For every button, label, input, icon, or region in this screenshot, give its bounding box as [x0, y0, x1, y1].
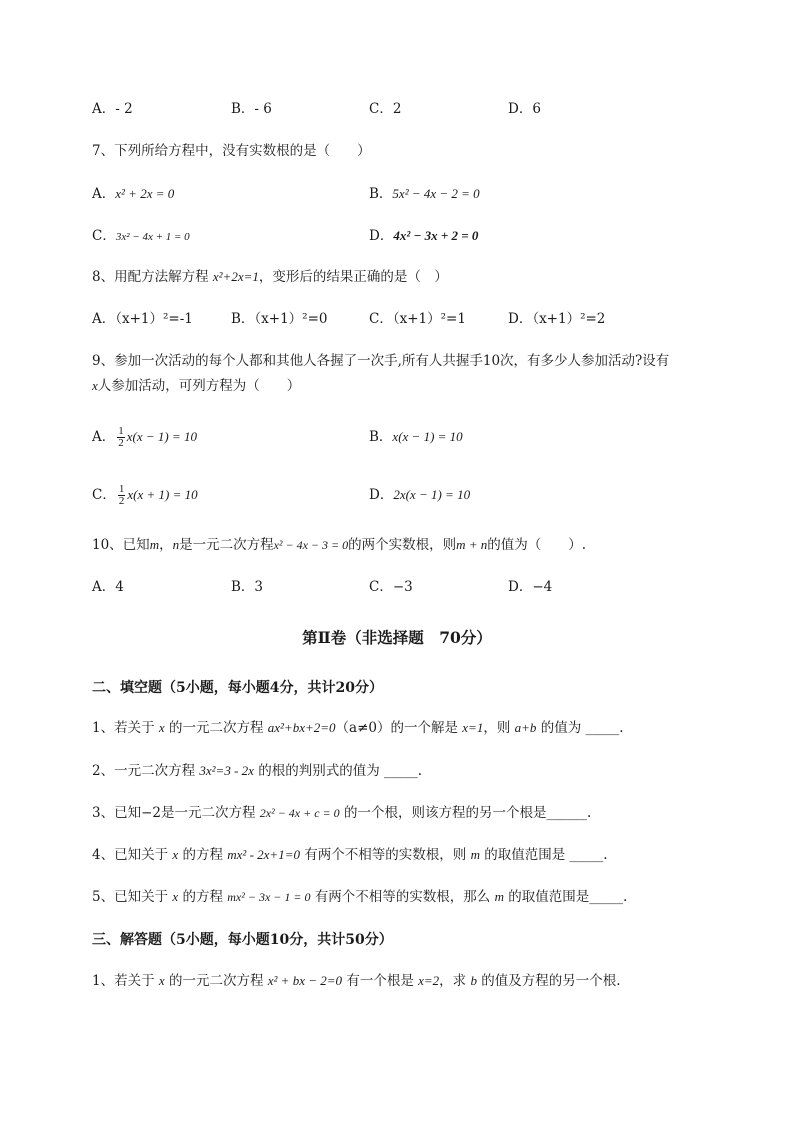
- fill1-root: x=1: [462, 720, 484, 735]
- q9-a-math: x(x − 1) = 10: [126, 429, 197, 444]
- fill-item-1: [92, 718, 624, 738]
- q7-option-d: [369, 226, 478, 246]
- q9-b-label: B．: [369, 429, 393, 445]
- fill5-tail: 的取值范围是_____.: [503, 889, 628, 905]
- section-2-title: 第Ⅱ卷（非选择题 70分）: [302, 628, 492, 647]
- q9-option-b: [369, 422, 463, 452]
- fill4-eq: mx² - 2x+1=0: [227, 847, 300, 862]
- q9-a-frac-den: 2: [118, 437, 124, 449]
- q7-a-math: x² + 2x = 0: [115, 186, 175, 201]
- q7-a-label: A．: [92, 186, 116, 202]
- q10-expr: m + n: [456, 537, 488, 552]
- q9-stem-line2: [92, 376, 300, 396]
- q10-var-m: m: [149, 537, 160, 552]
- q10-post2: 的值为（ ）.: [487, 537, 587, 553]
- fill1-mid: 的一元二次方程: [164, 720, 268, 736]
- fill3-tail: 的一个根，则该方程的另一个根是______.: [339, 805, 592, 821]
- fill-item-5: [92, 887, 627, 907]
- fill5-eq: mx² − 3x − 1 = 0: [227, 890, 311, 904]
- fill1-cond: （a≠0）的一个解是: [335, 720, 463, 736]
- q9-a-fraction: [117, 426, 125, 449]
- fill3-pre: 3、已知−2是一元二次方程: [92, 805, 260, 821]
- q10-option-b: B．3: [231, 579, 264, 595]
- q10-equation: x² − 4x − 3 = 0: [273, 538, 349, 552]
- q8-option-d: D．（x+1）²=2: [508, 311, 606, 327]
- q10-stem: [92, 535, 586, 555]
- solve1-tail: 的值及方程的另一个根.: [476, 973, 621, 989]
- q9-option-a: [92, 422, 197, 452]
- fill4-post: 有两个不相等的实数根，则: [299, 847, 471, 863]
- fill1-var: x: [158, 720, 165, 735]
- fill2-tail: 的根的判别式的值为 _____.: [253, 763, 423, 779]
- q9-c-fraction: [118, 484, 126, 507]
- fill1-tail: 的值为 _____.: [536, 720, 624, 736]
- q6-option-d: D．6: [508, 101, 541, 117]
- q9-option-c: [92, 480, 198, 510]
- q8-option-c: C．（x+1）²=1: [369, 311, 466, 327]
- q10-var-n: n: [172, 537, 180, 552]
- q7-option-c: [92, 226, 190, 247]
- fill5-post: 有两个不相等的实数根，那么: [310, 889, 495, 905]
- solve1-b: b: [470, 973, 477, 988]
- q9-a-frac-num: 1: [118, 425, 124, 437]
- q7-option-b: [369, 184, 480, 204]
- q8-option-b: B．（x+1）²=0: [231, 311, 328, 327]
- q9-c-label: C．: [92, 487, 116, 503]
- q8-option-a: A．（x+1）²=-1: [92, 311, 193, 327]
- solve1-end: ，求: [439, 973, 471, 989]
- q10-option-c: C．−3: [369, 579, 413, 595]
- fill5-m: m: [494, 889, 504, 904]
- q7-d-math: 4x² − 3x + 2 = 0: [393, 228, 479, 243]
- solve1-mid: 的一元二次方程: [164, 973, 268, 989]
- solve1-var: x: [158, 973, 165, 988]
- solve-heading: 三、解答题（5小题，每小题10分，共计50分）: [92, 932, 393, 948]
- q9-c-frac-num: 1: [118, 483, 125, 495]
- q9-d-label: D．: [369, 487, 394, 503]
- q6-option-b: B．- 6: [231, 101, 272, 117]
- q10-option-a: A．4: [92, 579, 124, 595]
- fill2-pre: 2、一元二次方程: [92, 763, 200, 779]
- q9-line2-text: 人参加活动，可列方程为（ ）: [97, 378, 301, 394]
- q6-option-c: C．2: [369, 101, 402, 117]
- q9-var-x: x: [92, 378, 98, 393]
- fill4-mid: 的方程: [178, 847, 228, 863]
- fill4-tail: 的取值范围是 _____.: [479, 847, 608, 863]
- q7-b-math: 5x² − 4x − 2 = 0: [392, 186, 480, 201]
- q10-option-d: D．−4: [508, 579, 553, 595]
- q8-stem-post: ，变形后的结果正确的是（ ）: [258, 269, 448, 285]
- fill2-eq: 3x²=3 - 2x: [199, 763, 254, 778]
- q7-c-label: C．: [92, 228, 116, 244]
- solve1-post: 有一个根是: [342, 973, 419, 989]
- q8-stem: [92, 267, 448, 287]
- q7-stem: 7、下列所给方程中，没有实数根的是（ ）: [92, 143, 371, 159]
- fill1-expr: a+b: [514, 720, 537, 735]
- solve-item-1: [92, 971, 621, 991]
- fill1-pre: 1、若关于: [92, 720, 159, 736]
- solve1-pre: 1、若关于: [92, 973, 159, 989]
- fill4-var: x: [172, 847, 179, 862]
- q8-stem-math: x²+2x=1: [212, 269, 259, 284]
- fill5-var: x: [172, 889, 179, 904]
- fill1-eq: ax²+bx+2=0: [267, 720, 336, 735]
- fill4-m: m: [470, 847, 480, 862]
- q9-stem-line1: 9、参加一次活动的每个人都和其他人各握了一次手,所有人共握手10次，有多少人参加活动?设有: [92, 353, 670, 369]
- q7-d-label: D．: [369, 228, 394, 244]
- fill1-end: ，则: [483, 720, 515, 736]
- fill4-pre: 4、已知关于: [92, 847, 173, 863]
- q6-option-a: A．- 2: [92, 101, 133, 117]
- q10-post1: 的两个实数根，则: [348, 537, 457, 553]
- q9-a-label: A．: [92, 429, 116, 445]
- q10-sep: ，: [159, 537, 173, 553]
- fill5-pre: 5、已知关于: [92, 889, 173, 905]
- fill-item-2: [92, 761, 422, 781]
- q7-b-label: B．: [369, 186, 393, 202]
- q9-b-math: x(x − 1) = 10: [392, 429, 463, 444]
- q7-option-a: [92, 184, 174, 204]
- fill3-eq: 2x² − 4x + c = 0: [259, 806, 340, 820]
- q9-d-math: 2x(x − 1) = 10: [393, 487, 471, 502]
- q10-mid: 是一元二次方程: [179, 537, 274, 553]
- q9-c-frac-den: 2: [118, 495, 125, 507]
- fill-item-3: [92, 803, 591, 823]
- q8-stem-pre: 8、用配方法解方程: [92, 269, 213, 285]
- fill-item-4: [92, 845, 608, 865]
- solve1-root: x=2: [418, 973, 440, 988]
- q9-c-math: x(x + 1) = 10: [127, 487, 198, 502]
- fill5-mid: 的方程: [178, 889, 228, 905]
- q7-c-math: 3x² − 4x + 1 = 0: [115, 231, 190, 243]
- fill-blank-heading: 二、填空题（5小题，每小题4分，共计20分）: [92, 680, 383, 696]
- solve1-eq: x² + bx − 2=0: [267, 973, 343, 988]
- q10-pre: 10、已知: [92, 537, 150, 553]
- q9-option-d: [369, 480, 470, 510]
